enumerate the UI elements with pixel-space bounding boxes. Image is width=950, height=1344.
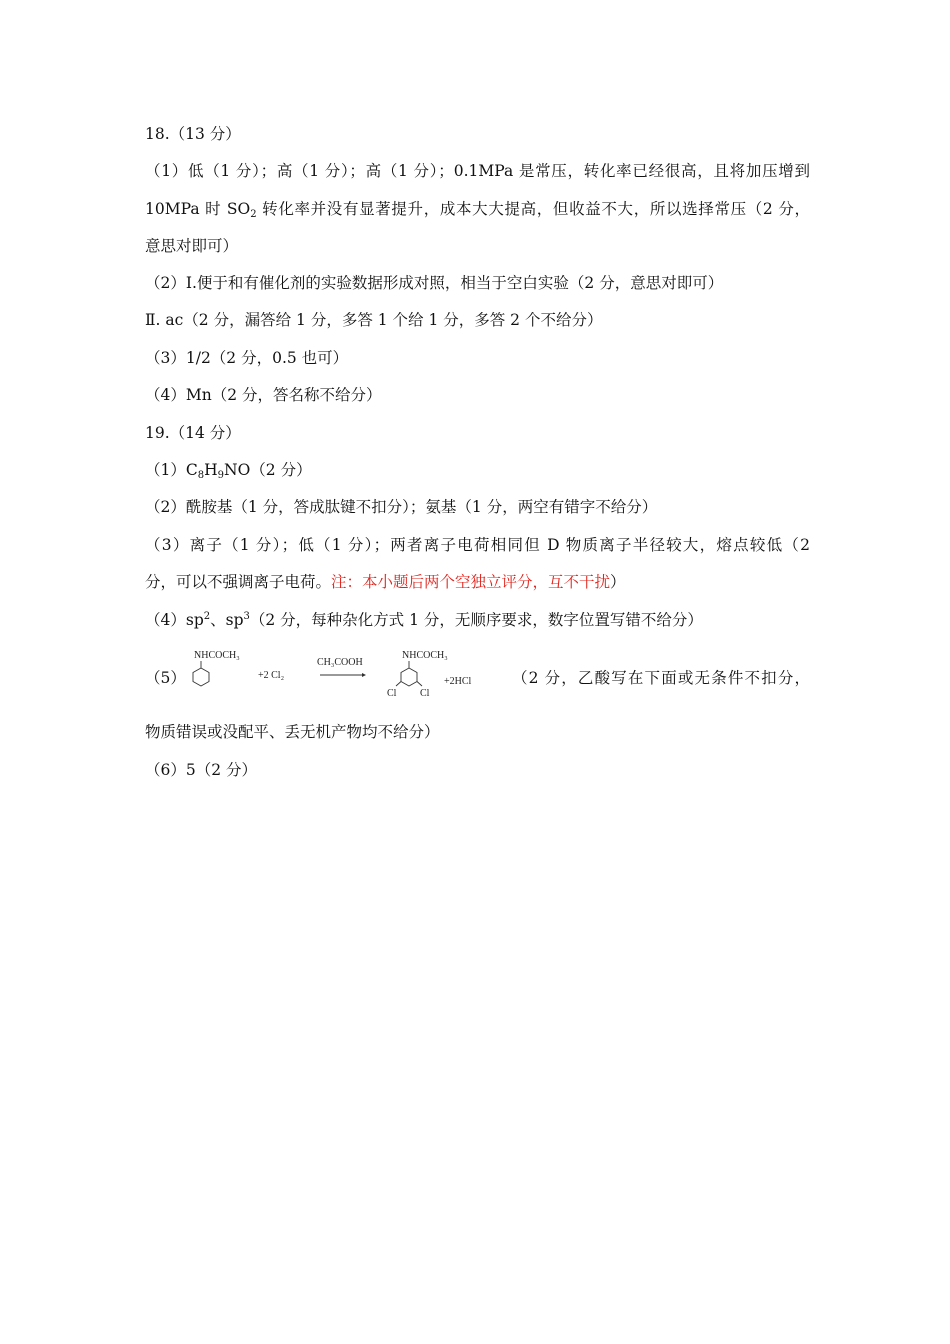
q19-p3-line2	[145, 572, 810, 592]
q19-p1-mid: H	[204, 461, 218, 479]
reactant-substituent: NHCOCH₃	[194, 650, 240, 661]
q19-p5-note: （2 分，乙酸写在下面或无条件不扣分，	[512, 669, 810, 687]
q19-p4-pre: （4）sp	[145, 611, 204, 629]
q19-p3-red-note: 注：本小题后两个空独立评分，互不干扰	[331, 573, 611, 591]
q18-p1-line3: 意思对即可）	[145, 237, 239, 255]
q19-p1-post: NO（2 分）	[224, 461, 312, 479]
q19-p4-post: （2 分，每种杂化方式 1 分，无顺序要求，数字位置写错不给分）	[249, 611, 703, 629]
q19-p2: （2）酰胺基（1 分，答成肽键不扣分）；氨基（1 分，两空有错字不给分）	[145, 498, 658, 516]
reagent: +2 Cl₂	[258, 670, 285, 681]
reaction-equation	[180, 648, 510, 700]
q18-p1-line2-pre: 10MPa 时 SO	[145, 200, 251, 218]
product-substituent: NHCOCH₃	[402, 650, 448, 661]
q18-p1-line2-post: 转化率并没有显著提升，成本大大提高，但收益不大，所以选择常压（2 分，	[256, 200, 811, 218]
q19-header: 19.（14 分）	[145, 424, 241, 442]
q19-p1-pre: （1）C	[145, 461, 198, 479]
reaction-arrowhead	[362, 673, 366, 677]
q18-p1-line2	[145, 199, 810, 219]
q19-p3-line2-text: 分，可以不强调离子电荷。	[145, 573, 332, 591]
q19-p4-mid: 、sp	[210, 611, 244, 629]
q19-p5-equation-row	[145, 648, 810, 700]
product-cl-right-bond	[417, 682, 422, 687]
sp3-superscript: 3	[243, 611, 250, 622]
q18-p3: （3）1/2（2 分，0.5 也可）	[145, 349, 349, 367]
reaction-condition: CH₃COOH	[317, 657, 363, 668]
reactant-benzene-ring	[193, 668, 209, 686]
q18-header: 18.（13 分）	[145, 125, 241, 143]
h-subscript: 9	[217, 470, 225, 481]
q19-p1	[145, 460, 810, 480]
product-cl-left-bond	[396, 682, 401, 687]
q19-p6: （6）5（2 分）	[145, 761, 258, 779]
sp2-superscript: 2	[203, 611, 211, 622]
q19-p3-line2-end: ）	[610, 573, 626, 591]
q18-p2: （2）Ⅰ.便于和有催化剂的实验数据形成对照，相当于空白实验（2 分，意思对即可）	[145, 274, 724, 292]
q19-p5-continuation: 物质错误或没配平、丢无机产物均不给分）	[145, 723, 440, 741]
q18-p2-ii: Ⅱ. ac（2 分，漏答给 1 分，多答 1 个给 1 分，多答 2 个不给分）	[145, 311, 603, 329]
q19-p5-label: （5）	[145, 669, 186, 687]
c-subscript: 8	[197, 470, 205, 481]
byproduct: +2HCl	[444, 676, 472, 687]
q18-p1-line1: （1）低（1 分）；高（1 分）；高（1 分）；0.1MPa 是常压，转化率已经很高，且将加压增到	[145, 162, 810, 180]
product-cl-left: Cl	[387, 688, 397, 699]
product-benzene-ring	[401, 668, 417, 686]
q19-p4	[145, 610, 810, 630]
so2-subscript: 2	[250, 209, 257, 220]
q19-p3-line1: （3）离子（1 分）；低（1 分）；两者离子电荷相同但 D 物质离子半径较大，熔点较低（2	[145, 536, 810, 554]
product-cl-right: Cl	[420, 688, 430, 699]
q18-p4: （4）Mn（2 分，答名称不给分）	[145, 386, 382, 404]
